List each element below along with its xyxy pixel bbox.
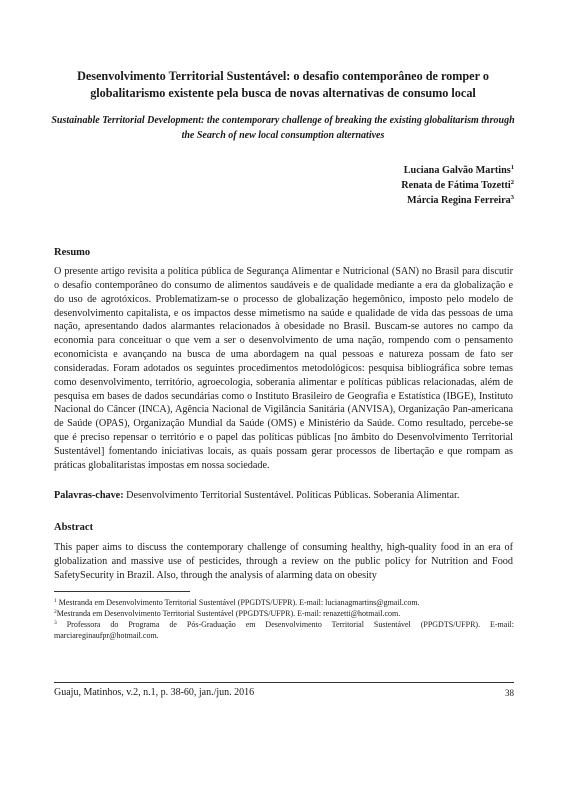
article-title: Desenvolvimento Territorial Sustentável: o desafio contemporâneo de romper o globalitarismo existente pela busca de novas alternativas de consumo local xyxy=(77,69,489,100)
footnote-item xyxy=(54,619,514,641)
footnote-mark: 1 xyxy=(54,598,57,604)
footnote-text: Mestranda em Desenvolvimento Territorial Sustentável (PPGDTS/UFPR). E-mail: lucianagmartins@gmail.com. xyxy=(58,598,420,607)
abstract-heading: Abstract xyxy=(54,522,94,533)
author-2 xyxy=(401,178,514,193)
page-number: 38 xyxy=(505,688,514,698)
footnote-item xyxy=(54,608,514,619)
footnote-divider xyxy=(54,591,190,592)
author-name: Luciana Galvão Martins xyxy=(403,165,511,176)
footnote-mark: 3 xyxy=(54,620,57,626)
footer-divider xyxy=(54,682,514,683)
footnotes xyxy=(54,597,514,641)
resumo-heading: Resumo xyxy=(54,247,91,258)
footnote-mark: 2 xyxy=(510,179,514,186)
keywords-line xyxy=(54,489,524,503)
author-list xyxy=(401,163,514,208)
author-name: Renata de Fátima Tozetti xyxy=(401,180,511,191)
footnote-item xyxy=(54,597,514,608)
resumo-text: O presente artigo revisita a política pública de Segurança Alimentar e Nutricional (SAN) no Brasil para discutir o desafio contemporâneo do consumo de alimentos saudáveis e de qualidade mediante a era da globalização e do uso de agrotóxicos. Problematizam-se o processo de globalização hegemônico, imposto pelo modelo de desenvolvimento capitalista, e os impactos desse mimetismo na saúde e qualidade de vida das pessoas de uma nação, apresentando dados alarmantes relacionados à obesidade no Brasil. Buscam-se autores no campo da economia para conceituar o que vem a ser o desenvolvimento de uma nação, rompendo com o pensamento economicista e avançando na busca de uma abordagem na qual pessoas e natureza possam de fato ser consideradas. Foram adotados os seguintes procedimentos metodológicos: pesquisa bibliográfica sobre temas como desenvolvimento, território, agroecologia, soberania alimentar e políticas públicas relacionadas, além de pesquisa em bases de dados secundárias como o Instituto Brasileiro de Geografia e Estatística (IBGE), Instituto Nacional do Câncer (INCA), Agência Nacional de Vigilância Sanitária (ANVISA), Organização Pan-americana de Saúde (OPAS), Organização Mundial da Saúde (OMS) e Ministério da Saúde. Como resultado, percebe-se que é preciso repensar o território e o papel das políticas públicas [no âmbito do Desenvolvimento Territorial Sustentável] fomentando iniciativas locais, as quais possam gerar processos de libertação e que rompam as práticas globalitaristas impostas em nossa sociedade. xyxy=(54,266,513,471)
footnote-mark: 1 xyxy=(510,164,514,171)
footnote-mark: 2 xyxy=(54,609,57,615)
author-1 xyxy=(401,163,514,178)
keywords-label: Palavras-chave: xyxy=(54,490,124,501)
author-3 xyxy=(401,193,514,208)
abstract-text: This paper aims to discuss the contemporary challenge of consuming healthy, high-quality food in an era of globalization and massive use of pesticides, through a review on the public policy for Nutrition and Food SafetySecurity in Brazil. Also, through the analysis of alarming data on obesity xyxy=(54,542,513,581)
keywords-text: Desenvolvimento Territorial Sustentável. Políticas Públicas. Soberania Alimentar. xyxy=(126,490,460,501)
journal-citation: Guaju, Matinhos, v.2, n.1, p. 38-60, jan./jun. 2016 xyxy=(54,687,255,698)
footnote-text: Professora do Programa de Pós-Graduação em Desenvolvimento Territorial Sustentável (PPGDTS/UFPR). E-mail: marciareginaufpr@hotmail.com. xyxy=(54,620,515,640)
footnote-mark: 3 xyxy=(510,194,514,201)
author-name: Márcia Regina Ferreira xyxy=(407,195,511,206)
article-subtitle: Sustainable Territorial Development: the contemporary challenge of breaking the existing globalitarism through the Search of new local consumption alternatives xyxy=(51,115,515,141)
footnote-text: Mestranda em Desenvolvimento Territorial Sustentável (PPGDTS/UFPR). E-mail: renazetti@hotmail.com. xyxy=(56,609,401,618)
